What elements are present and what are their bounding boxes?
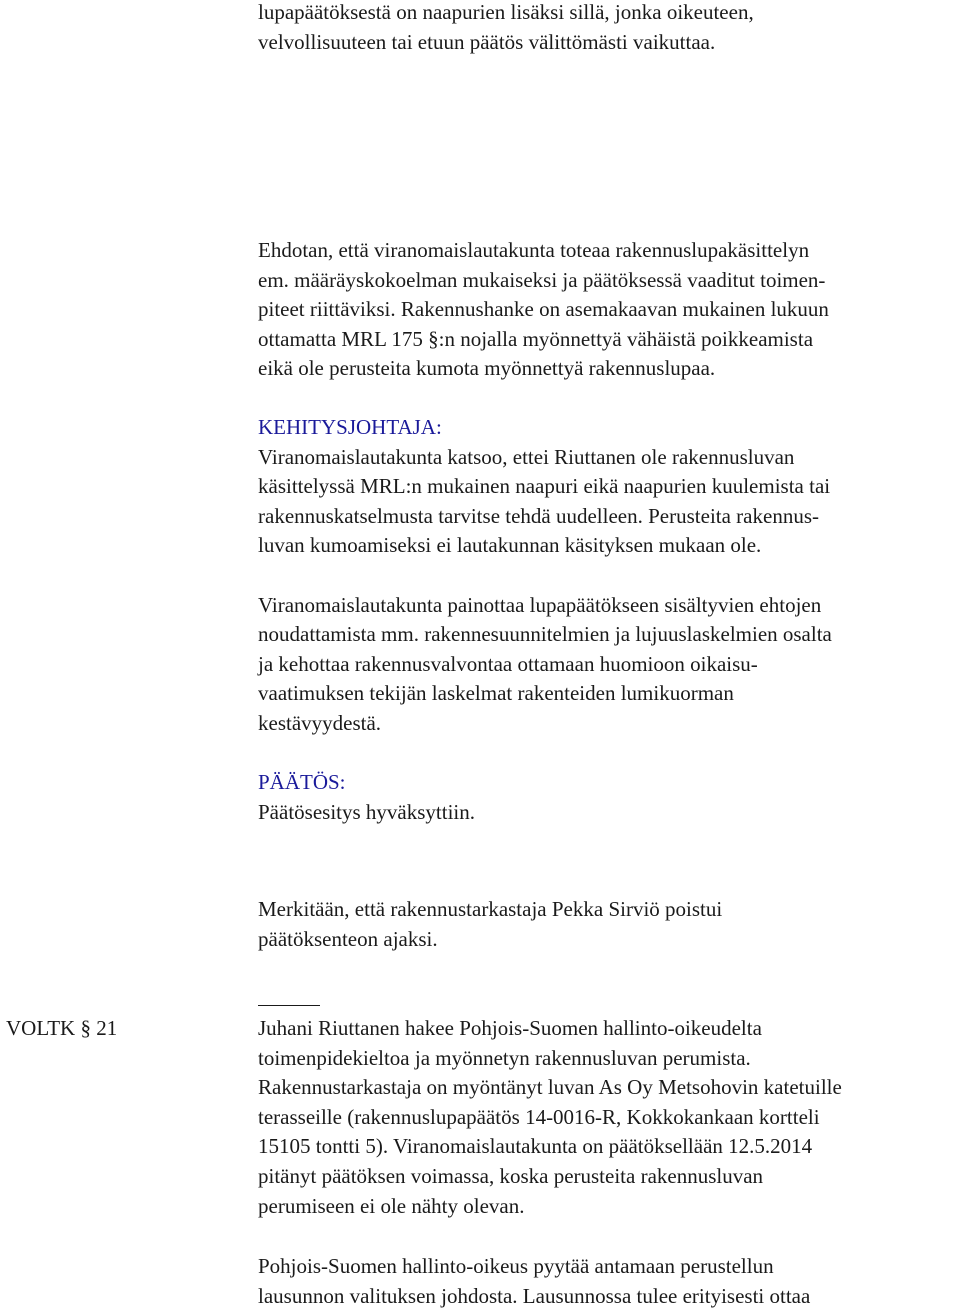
paragraph-gap [258,739,958,769]
text-line: piteet riittäviksi. Rakennushanke on asemakaavan mukainen lukuun [258,297,829,322]
director-section [258,413,958,827]
text-line: Ehdotan, että viranomaislautakunta toteaa rakennuslupakäsittelyn [258,238,810,262]
text-line: ottamatta MRL 175 §:n nojalla myönnettyä vähäistä poikkeamista [258,326,814,351]
text-line: ja kehottaa rakennusvalvontaa ottamaan huomioon oikaisu- [258,651,758,676]
text-line: vaatimuksen tekijän laskelmat rakenteiden lumikuorman [258,681,734,706]
text-line: 15105 tontti 5). Viranomaislautakunta on päätöksellään 12.5.2014 [258,1134,813,1159]
text-line: pitänyt päätöksen voimassa, koska perusteita rakennusluvan [258,1163,764,1188]
proposal-paragraph [258,236,958,384]
note-paragraph [258,895,958,954]
voltk-paragraph-1 [258,1014,958,1221]
decision-heading: PÄÄTÖS: [258,770,346,795]
text-line: em. määräyskokoelman mukaiseksi ja päätöksessä vaaditut toimen- [258,267,826,292]
text-line: Viranomaislautakunta painottaa lupapäätökseen sisältyvien ehtojen [258,592,822,617]
text-line: terasseille (rakennuslupapäätös 14-0016-R, Kokkokankaan kortteli [258,1104,820,1129]
text-line: päätöksenteon ajaksi. [258,926,438,951]
section-divider [258,1005,320,1006]
text-line: noudattamista mm. rakennesuunnitelmien ja lujuuslaskelmien osalta [258,622,832,647]
text-line: toimenpidekieltoa ja myönnetyn rakennusluvan perumista. [258,1045,751,1070]
voltk-paragraph-2 [258,1252,958,1311]
paragraph-gap [258,561,958,591]
text-line: lupapäätöksestä on naapurien lisäksi sillä, jonka oikeuteen, [258,0,754,24]
section-number-label: VOLTK § 21 [6,1016,118,1040]
text-line: Rakennustarkastaja on myöntänyt luvan As Oy Metsohovin katetuille [258,1075,842,1100]
text-line: eikä ole perusteita kumota myönnettyä rakennuslupaa. [258,356,716,381]
text-line: luvan kumoamiseksi ei lautakunnan käsityksen mukaan ole. [258,533,762,558]
text-line: Pohjois-Suomen hallinto-oikeus pyytää antamaan perustellun [258,1254,774,1278]
top-paragraph [258,0,958,57]
text-line: kestävyydestä. [258,710,382,735]
text-line: perumiseen ei ole nähty olevan. [258,1193,525,1218]
text-line: käsittelyssä MRL:n mukainen naapuri eikä naapurien kuulemista tai [258,474,831,499]
text-line: rakennuskatselmusta tarvitse tehdä uudelleen. Perusteita rakennus- [258,503,819,528]
text-line: lausunnon valituksen johdosta. Lausunnossa tulee erityisesti ottaa [258,1283,811,1308]
decision-text: Päätösesitys hyväksyttiin. [258,799,475,824]
text-line: Merkitään, että rakennustarkastaja Pekka Sirviö poistui [258,897,723,921]
section-heading: KEHITYSJOHTAJA: [258,415,442,439]
text-line: Viranomaislautakunta katsoo, ettei Riuttanen ole rakennusluvan [258,444,795,469]
text-line: velvollisuuteen tai etuun päätös välittömästi vaikuttaa. [258,29,716,54]
text-line: Juhani Riuttanen hakee Pohjois-Suomen hallinto-oikeudelta [258,1016,762,1040]
